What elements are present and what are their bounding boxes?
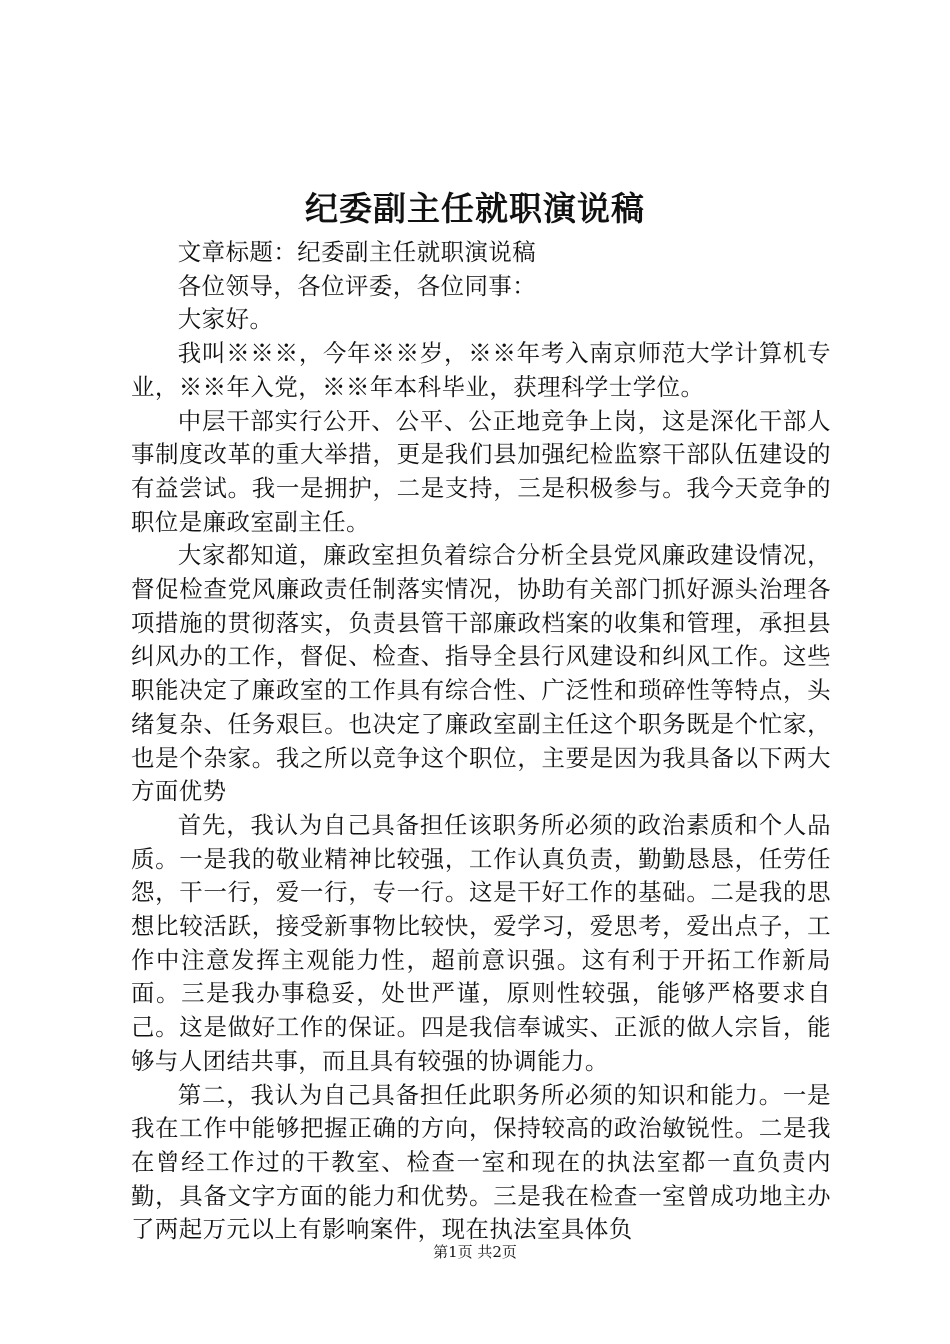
paragraph-first-advantage: 首先，我认为自己具备担任该职务所必须的政治素质和个人品质。一是我的敬业精神比较强，工作认真负责，勤勤恳恳，任劳任怨，干一行，爱一行，专一行。这是干好工作的基础。二是我的思想比较活跃，接受新事物比较快，爱学习，爱思考，爱出点子，工作中注意发挥主观能力性，超前意识强。这有利于开拓工作新局面。三是我办事稳妥，处世严谨，原则性较强，能够严格要求自己。这是做好工作的保证。四是我信奉诚实、正派的做人宗旨，能够与人团结共事，而且具有较强的协调能力。	[131, 810, 831, 1075]
paragraph-greeting: 大家好。	[177, 305, 274, 334]
paragraph-article-title: 文章标题：纪委副主任就职演说稿	[177, 238, 537, 266]
page-number-footer: 第1页 共2页	[433, 1243, 517, 1261]
paragraph-office-duties: 大家都知道，廉政室担负着综合分析全县党风廉政建设情况，督促检查党风廉政责任制落实情况，协助有关部门抓好源头治理各项措施的贯彻落实，负责县管干部廉政档案的收集和管理，承担县纠风办的工作，督促、检查、指导全县行风建设和纠风工作。这些职能决定了廉政室的工作具有综合性、广泛性和琐碎性等特点，头绪复杂、任务艰巨。也决定了廉政室副主任这个职务既是个忙家，也是个杂家。我之所以竞争这个职位，主要是因为我具备以下两大方面优势	[131, 541, 831, 806]
document-body	[131, 236, 831, 1247]
paragraph-self-intro: 我叫※※※，今年※※岁，※※年考入南京师范大学计算机专业，※※年入党，※※年本科毕业，获理科学士学位。	[131, 339, 831, 401]
paragraph-second-advantage: 第二，我认为自己具备担任此职务所必须的知识和能力。一是我在工作中能够把握正确的方向，保持较高的政治敏锐性。二是我在曾经工作过的干教室、检查一室和现在的执法室都一直负责内勤，具备文字方面的能力和优势。三是我在检查一室曾成功地主办了两起万元以上有影响案件，现在执法室具体负	[131, 1080, 831, 1244]
paragraph-salutation: 各位领导，各位评委，各位同事：	[177, 271, 537, 300]
document-title: 纪委副主任就职演说稿	[305, 189, 645, 228]
paragraph-reform: 中层干部实行公开、公平、公正地竞争上岗，这是深化干部人事制度改革的重大举措，更是我们县加强纪检监察干部队伍建设的有益尝试。我一是拥护，二是支持，三是积极参与。我今天竞争的职位是廉政室副主任。	[131, 406, 831, 536]
